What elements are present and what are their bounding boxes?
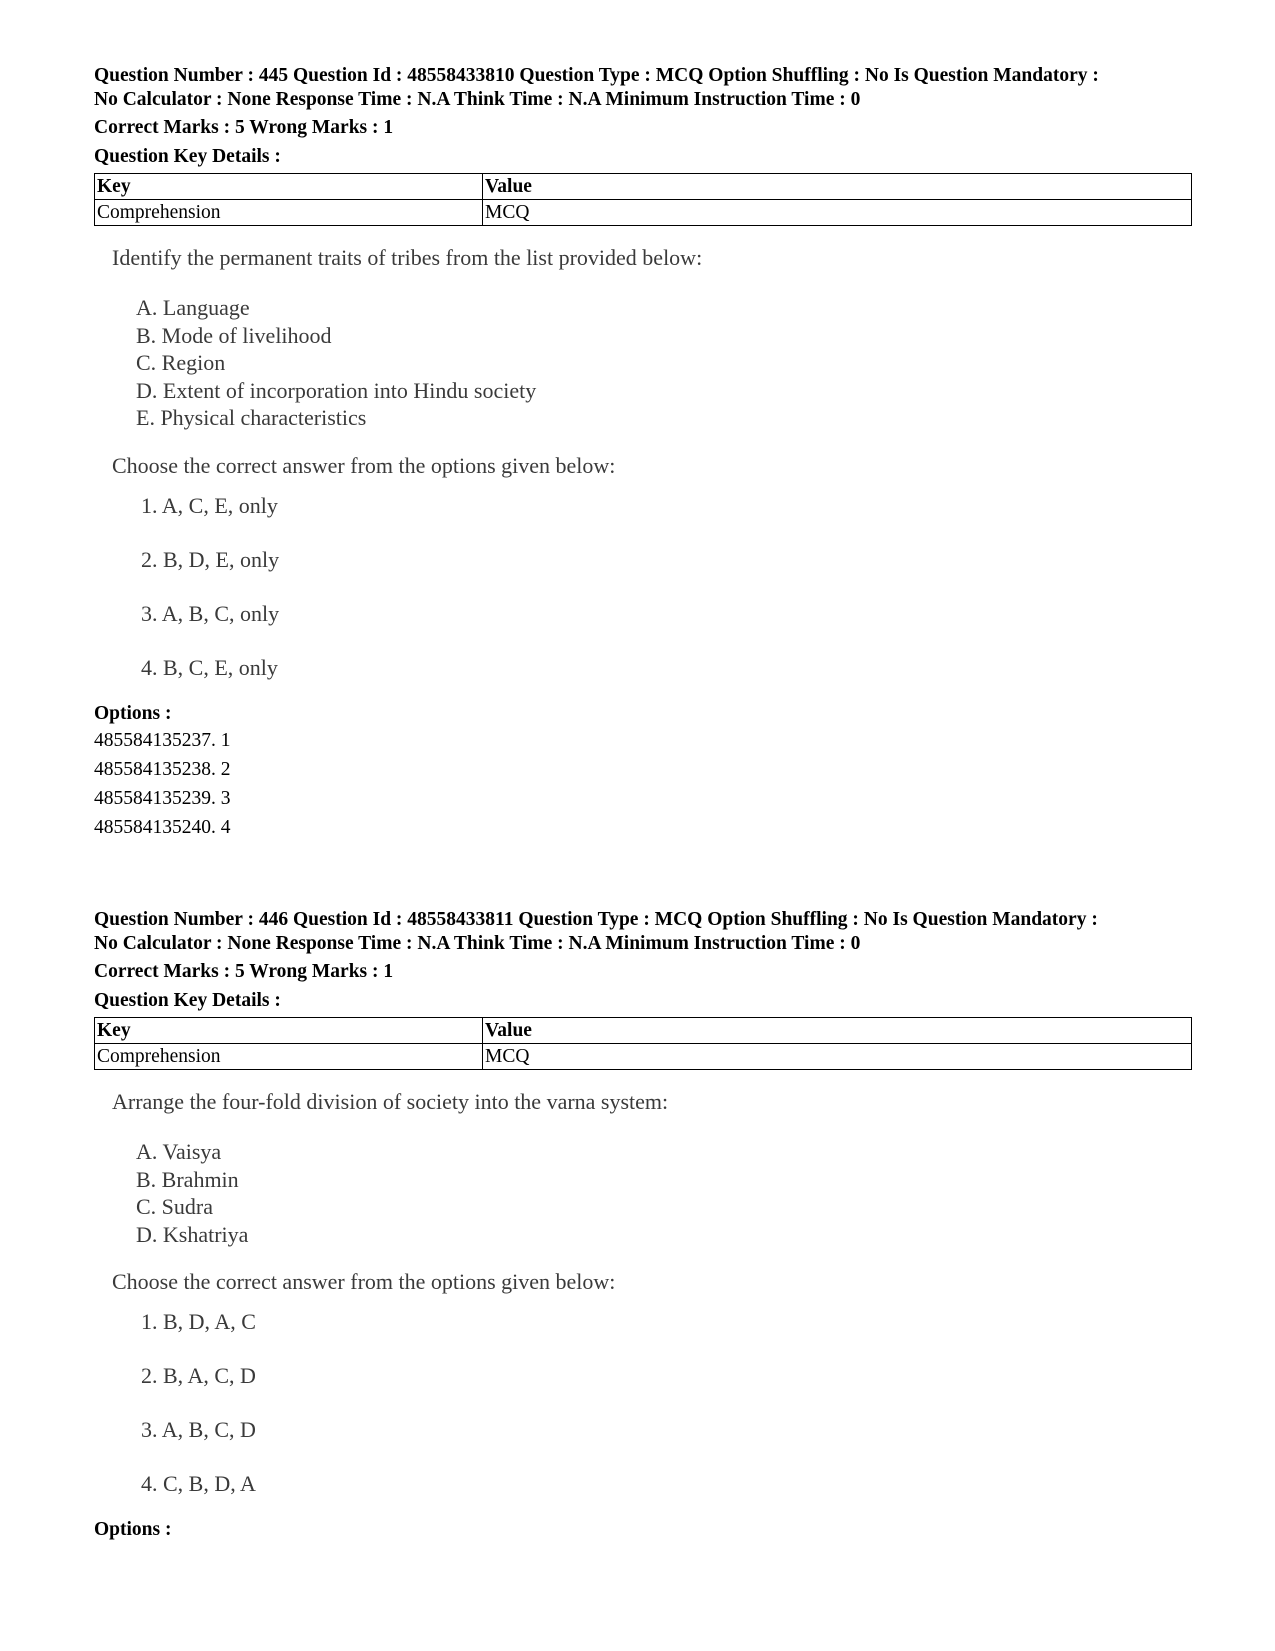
- list-item: C. Region: [136, 350, 226, 375]
- key-details-table: [94, 1017, 1192, 1070]
- statement-list: [136, 294, 1194, 432]
- answer-choice: 3. A, B, C, D: [141, 1417, 256, 1442]
- question-stem: Arrange the four-fold division of society into the varna system:: [112, 1089, 669, 1114]
- answer-choices: [141, 1308, 1194, 1498]
- answer-choice: 1. B, D, A, C: [141, 1309, 256, 1334]
- question-meta: [94, 64, 1194, 112]
- table-cell-key: Comprehension: [95, 200, 483, 226]
- options-label: Options :: [94, 1519, 172, 1540]
- table-cell-value: MCQ: [483, 200, 1192, 226]
- answer-choice: 2. B, D, E, only: [141, 546, 280, 572]
- table-header-key: Key: [95, 174, 483, 200]
- question-block-446: [94, 908, 1194, 1542]
- question-body: [94, 1088, 1194, 1498]
- answer-choices: [141, 492, 1194, 682]
- marks-line: Correct Marks : 5 Wrong Marks : 1: [94, 117, 394, 138]
- question-meta-line-1: Question Number : 445 Question Id : 48558433810 Question Type : MCQ Option Shuffling : No Is Question Mandatory :: [94, 65, 1099, 86]
- key-details-label: Question Key Details :: [94, 990, 281, 1011]
- table-header-value: Value: [483, 174, 1192, 200]
- table-cell-key: Comprehension: [95, 1044, 483, 1070]
- marks-line: Correct Marks : 5 Wrong Marks : 1: [94, 961, 394, 982]
- table-cell-value: MCQ: [483, 1044, 1192, 1070]
- question-stem: Identify the permanent traits of tribes from the list provided below:: [112, 245, 703, 270]
- answer-choice: 2. B, A, C, D: [141, 1363, 256, 1388]
- question-meta-line-2: No Calculator : None Response Time : N.A Think Time : N.A Minimum Instruction Time : 0: [94, 933, 861, 954]
- answer-choice: 3. A, B, C, only: [141, 600, 280, 626]
- table-header-row: [95, 1018, 1192, 1044]
- options-label: Options :: [94, 702, 172, 724]
- table-row: [95, 200, 1192, 226]
- table-row: [95, 1044, 1192, 1070]
- key-details-table: [94, 173, 1192, 226]
- option-item: 485584135238. 2: [94, 758, 231, 780]
- choose-instruction: Choose the correct answer from the options given below:: [112, 1269, 616, 1294]
- table-header-key: Key: [95, 1018, 483, 1044]
- option-item: 485584135240. 4: [94, 816, 231, 838]
- statement-list: [136, 1138, 1194, 1248]
- table-header-value: Value: [483, 1018, 1192, 1044]
- option-item: 485584135239. 3: [94, 787, 231, 809]
- list-item: B. Mode of livelihood: [136, 322, 332, 348]
- answer-choice: 4. C, B, D, A: [141, 1471, 256, 1496]
- option-item: 485584135237. 1: [94, 729, 231, 751]
- question-block-445: [94, 64, 1194, 842]
- choose-instruction: Choose the correct answer from the options given below:: [112, 452, 616, 478]
- question-meta-line-2: No Calculator : None Response Time : N.A Think Time : N.A Minimum Instruction Time : 0: [94, 89, 861, 110]
- list-item: E. Physical characteristics: [136, 405, 367, 430]
- key-details-label: Question Key Details :: [94, 146, 281, 167]
- list-item: A. Language: [136, 295, 250, 320]
- options-list: [94, 726, 1194, 842]
- question-body: [94, 244, 1194, 682]
- list-item: B. Brahmin: [136, 1166, 239, 1192]
- question-meta-line-1: Question Number : 446 Question Id : 48558433811 Question Type : MCQ Option Shuffling : No Is Question Mandatory :: [94, 909, 1098, 930]
- list-item: D. Kshatriya: [136, 1221, 249, 1247]
- table-header-row: [95, 174, 1192, 200]
- list-item: D. Extent of incorporation into Hindu society: [136, 377, 537, 403]
- answer-choice: 1. A, C, E, only: [141, 492, 278, 518]
- answer-choice: 4. B, C, E, only: [141, 654, 278, 680]
- list-item: A. Vaisya: [136, 1139, 222, 1164]
- list-item: C. Sudra: [136, 1194, 213, 1219]
- question-meta: [94, 908, 1194, 956]
